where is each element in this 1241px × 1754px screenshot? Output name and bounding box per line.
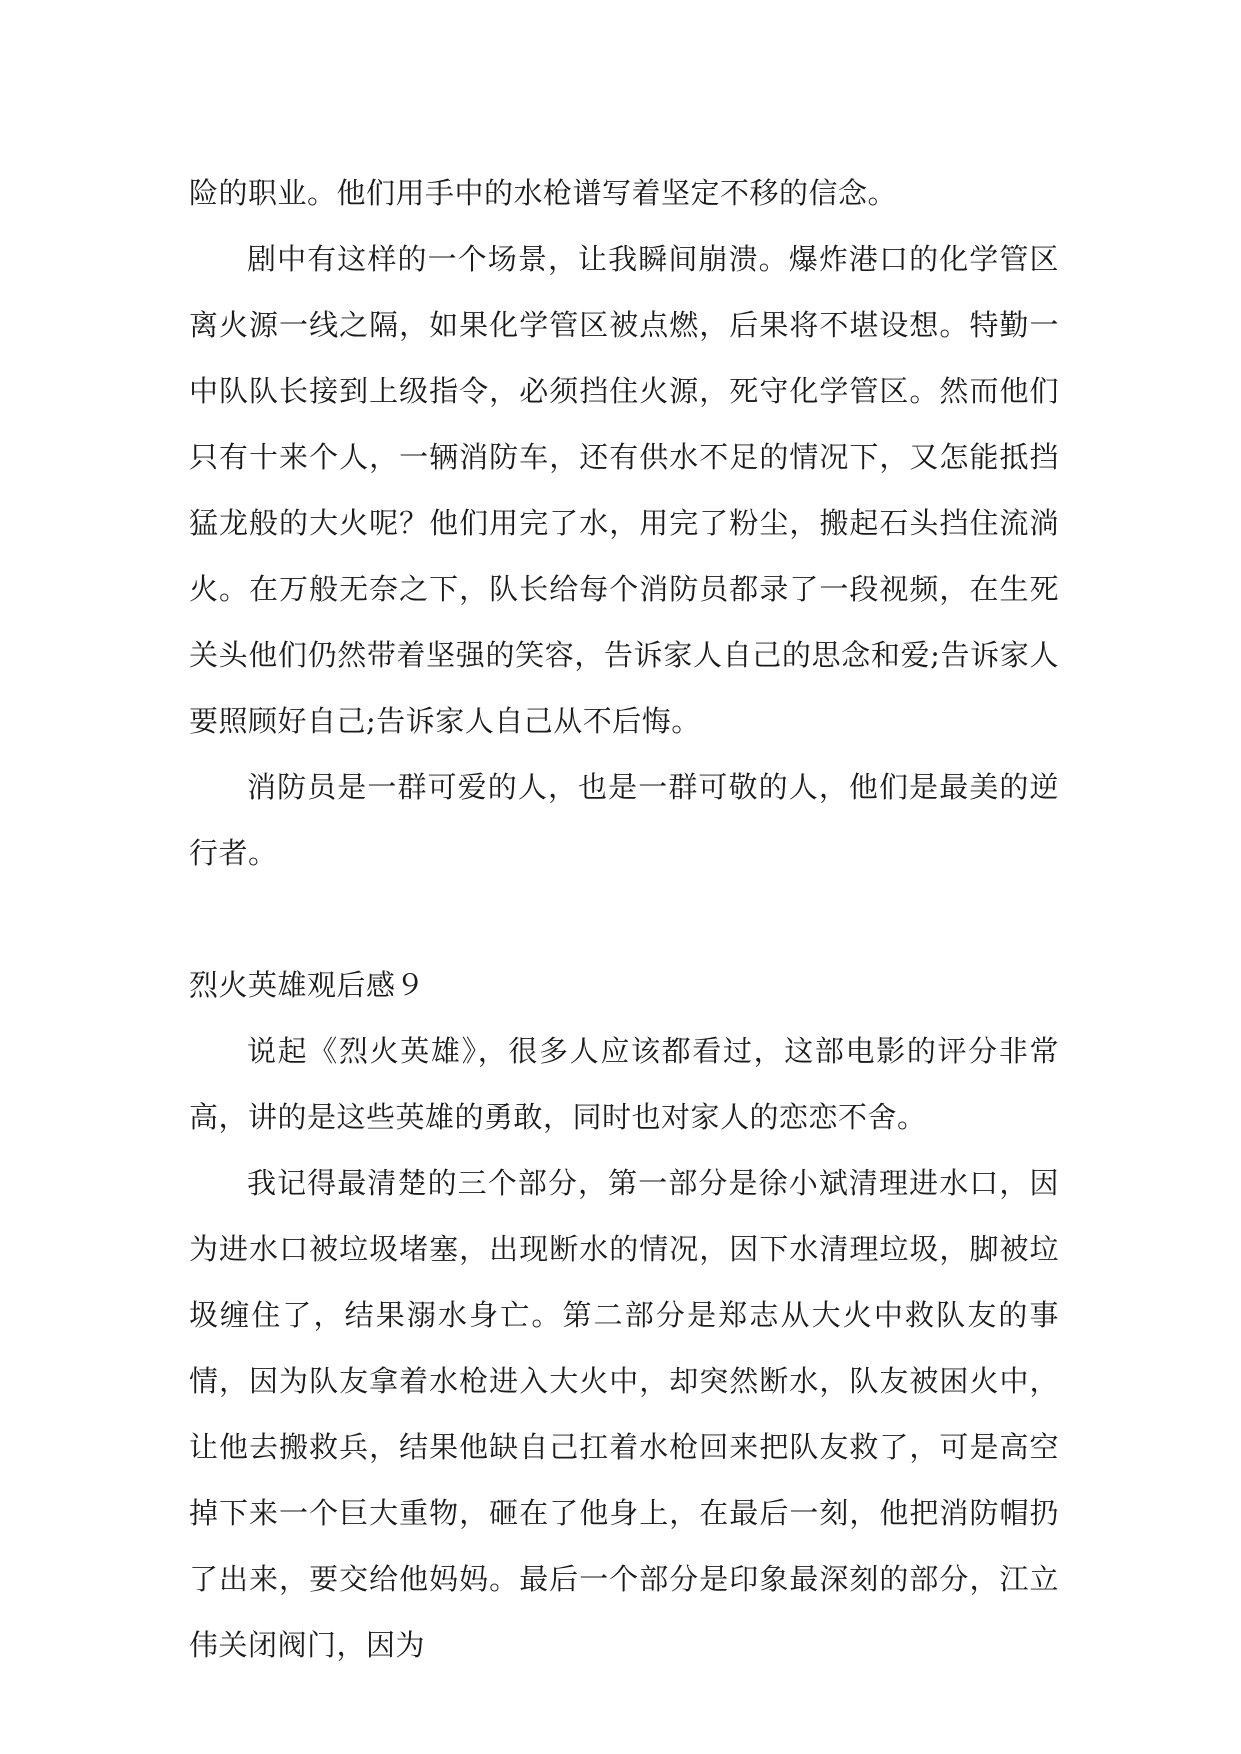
paragraph-continued: 险的职业。他们用手中的水枪谱写着坚定不移的信念。	[189, 176, 898, 210]
document-page	[189, 160, 1059, 1678]
paragraph-scene: 剧中有这样的一个场景，让我瞬间崩溃。爆炸港口的化学管区离火源一线之隔，如果化学管区被点燃，后果将不堪设想。特勤一中队队长接到上级指令，必须挡住火源，死守化学管区。然而他们只有十来个人，一辆消防车，还有供水不足的情况下，又怎能抵挡猛龙般的大火呢？他们用完了水，用完了粉尘，搬起石头挡住流淌火。在万般无奈之下，队长给每个消防员都录了一段视频，在生死关头他们仍然带着坚强的笑容，告诉家人自己的思念和爱;告诉家人要照顾好自己;告诉家人自己从不后悔。	[189, 242, 1059, 738]
section-spacer	[189, 886, 1059, 952]
paragraph-intro: 说起《烈火英雄》，很多人应该都看过，这部电影的评分非常高，讲的是这些英雄的勇敢，同时也对家人的恋恋不舍。	[189, 1034, 1059, 1134]
paragraph-conclusion: 消防员是一群可爱的人，也是一群可敬的人，他们是最美的逆行者。	[189, 770, 1059, 870]
paragraph-three-parts: 我记得最清楚的三个部分，第一部分是徐小斌清理进水口，因为进水口被垃圾堵塞，出现断水的情况，因下水清理垃圾，脚被垃圾缠住了，结果溺水身亡。第二部分是郑志从大火中救队友的事情，因为队友拿着水枪进入大火中，却突然断水，队友被困火中，让他去搬救兵，结果他缺自己扛着水枪回来把队友救了，可是高空掉下来一个巨大重物，砸在了他身上，在最后一刻，他把消防帽扔了出来，要交给他妈妈。最后一个部分是印象最深刻的部分，江立伟关闭阀门，因为	[189, 1166, 1059, 1662]
section-title: 烈火英雄观后感９	[189, 968, 426, 1002]
